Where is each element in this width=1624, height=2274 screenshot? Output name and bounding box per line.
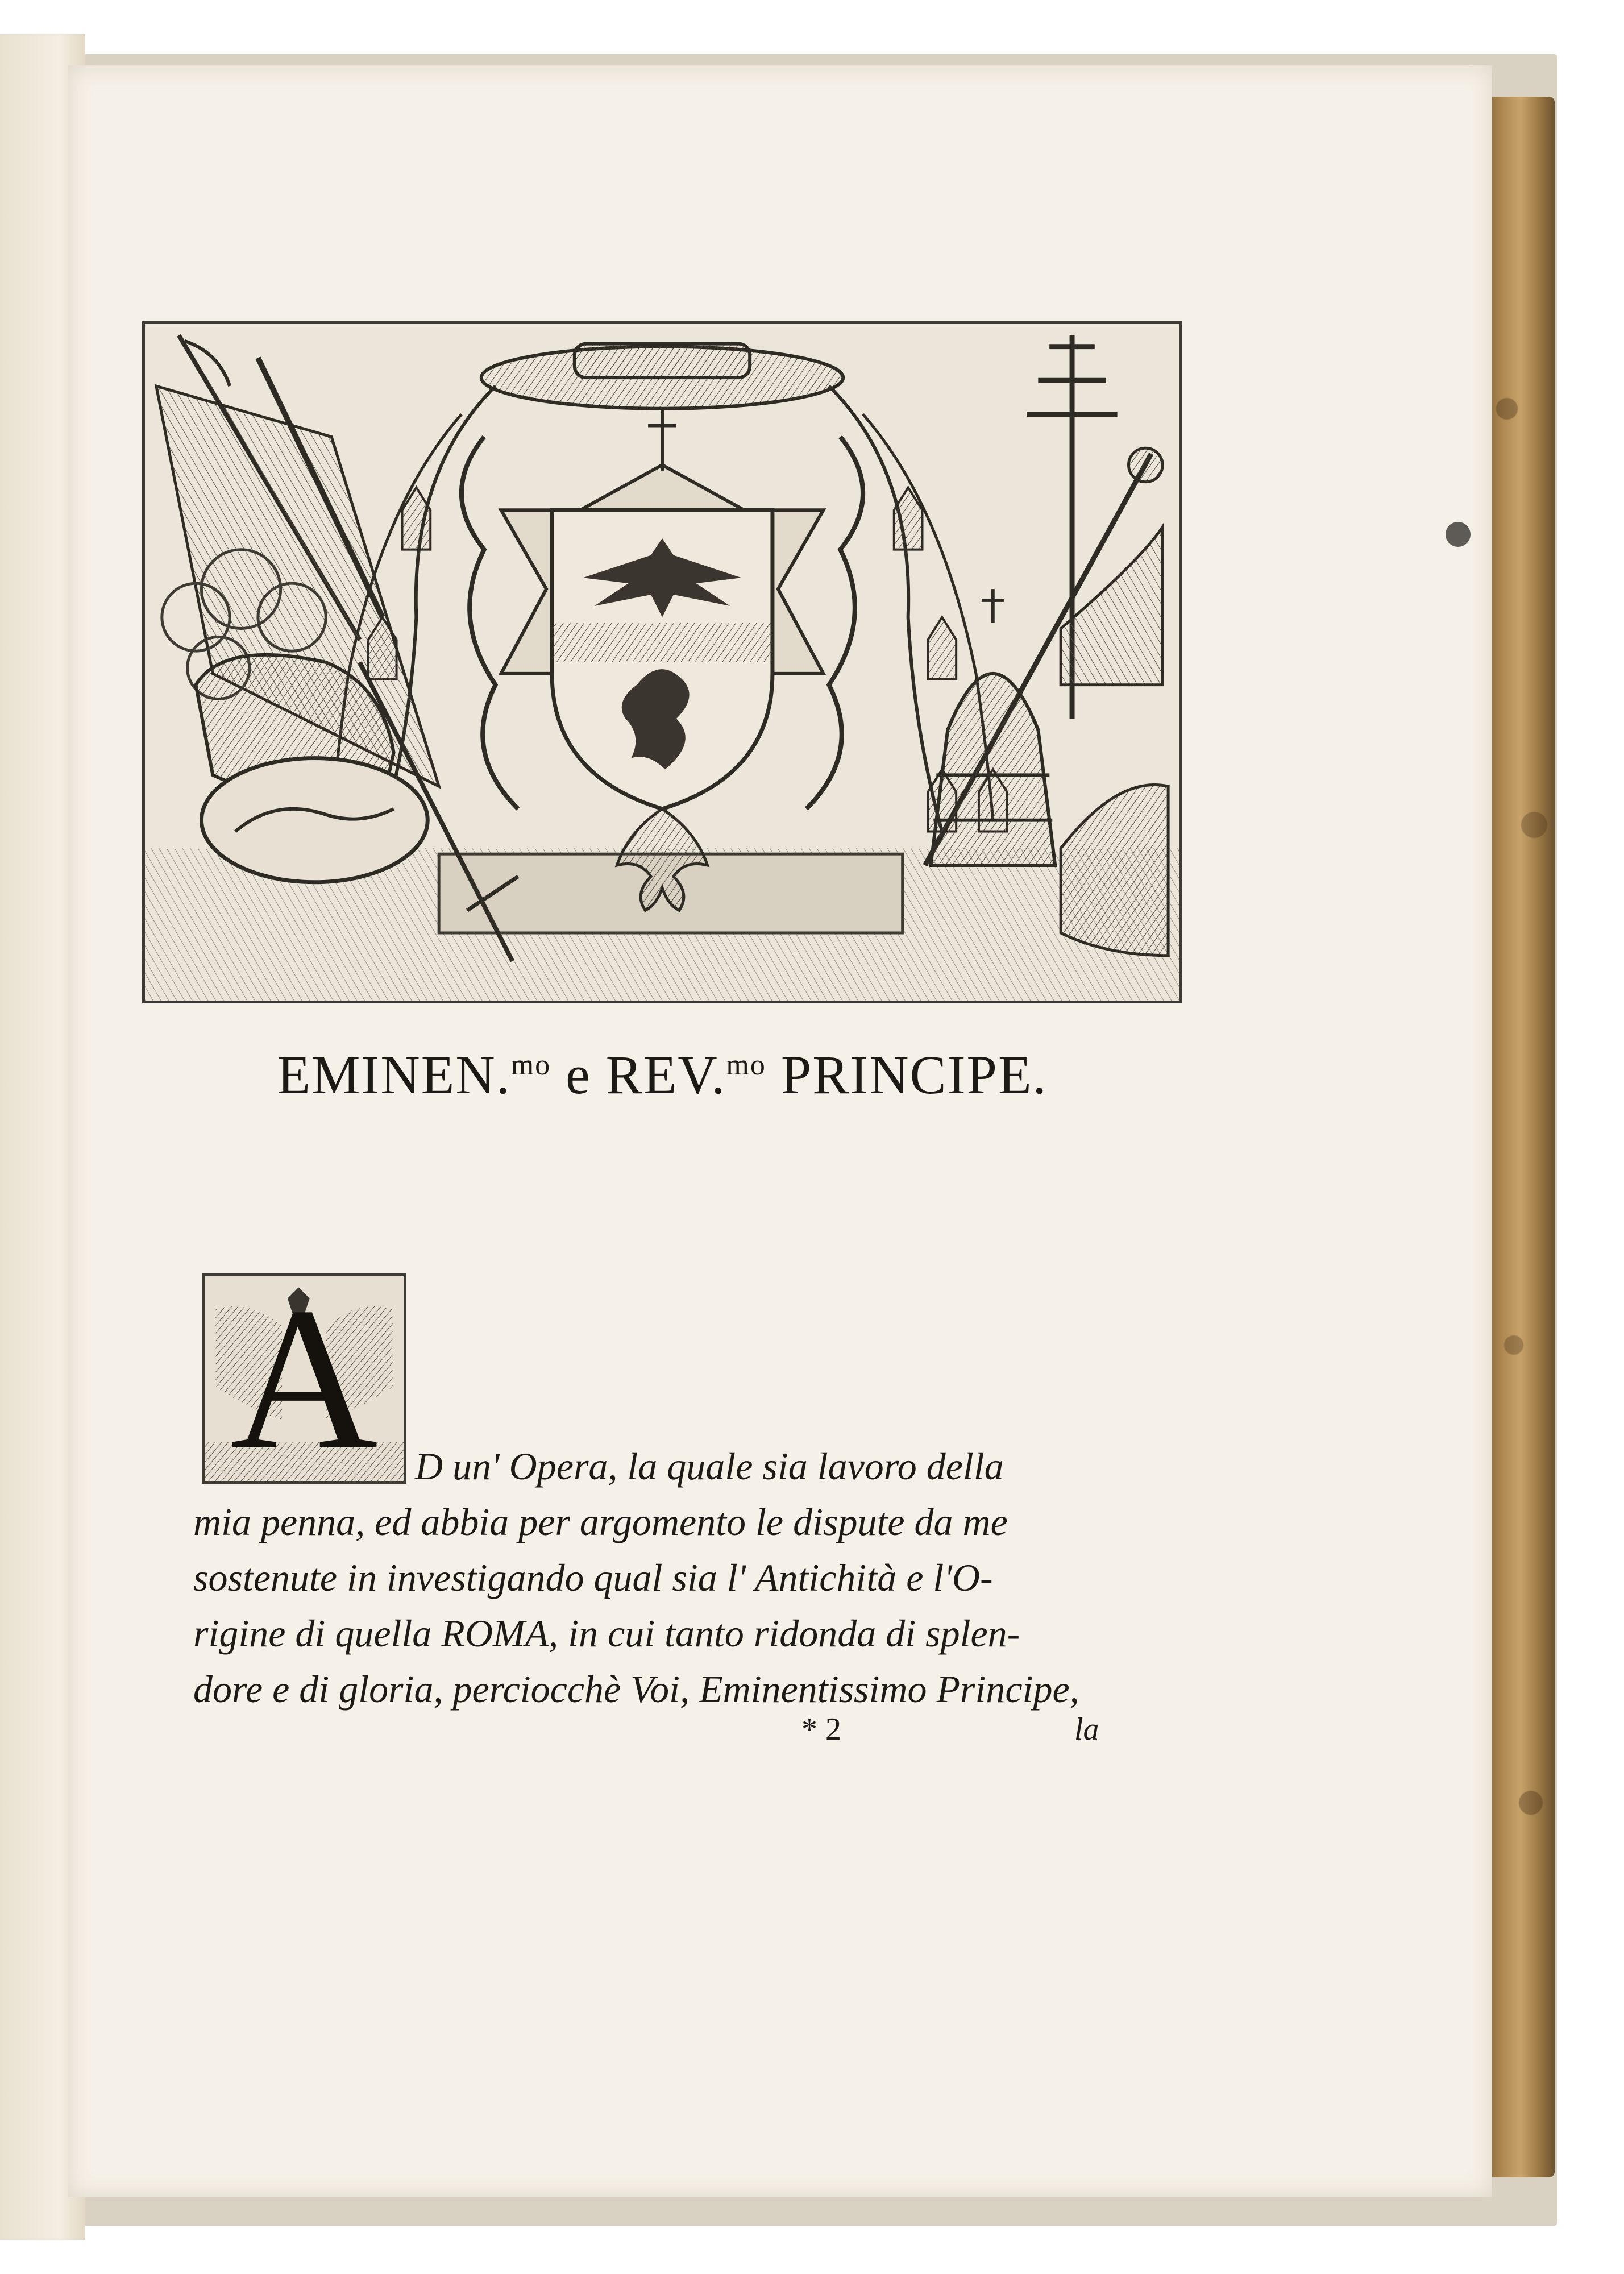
text-line-1: D un' Opera, la quale sia lavoro della	[415, 1445, 1004, 1488]
coat-of-arms-engraving	[145, 324, 1179, 1001]
engraved-coat-of-arms-vignette	[142, 321, 1182, 1003]
decorated-initial	[202, 1273, 406, 1484]
text-line-5: dore e di gloria, perciocchè Voi, Eminentissimo Principe,	[193, 1667, 1079, 1711]
text-line-4: rigine di quella ROMA, in cui tanto ridonda di splen-	[193, 1612, 1020, 1655]
binding-hole	[1446, 522, 1471, 547]
initial-letter: A	[230, 1273, 378, 1484]
text-line-3: sostenute in investigando qual sia l' Antichità e l'O-	[193, 1556, 993, 1599]
book-spine	[1486, 97, 1555, 2177]
dedication-heading: EMINEN.$^{mo}$ e REV.$^{mo}$ PRINCIPE.	[277, 1044, 1048, 1105]
signature-mark: * 2	[801, 1712, 841, 1747]
text-line-2: mia penna, ed abbia per argomento le dispute da me	[193, 1500, 1008, 1543]
catchword: la	[1074, 1712, 1099, 1747]
